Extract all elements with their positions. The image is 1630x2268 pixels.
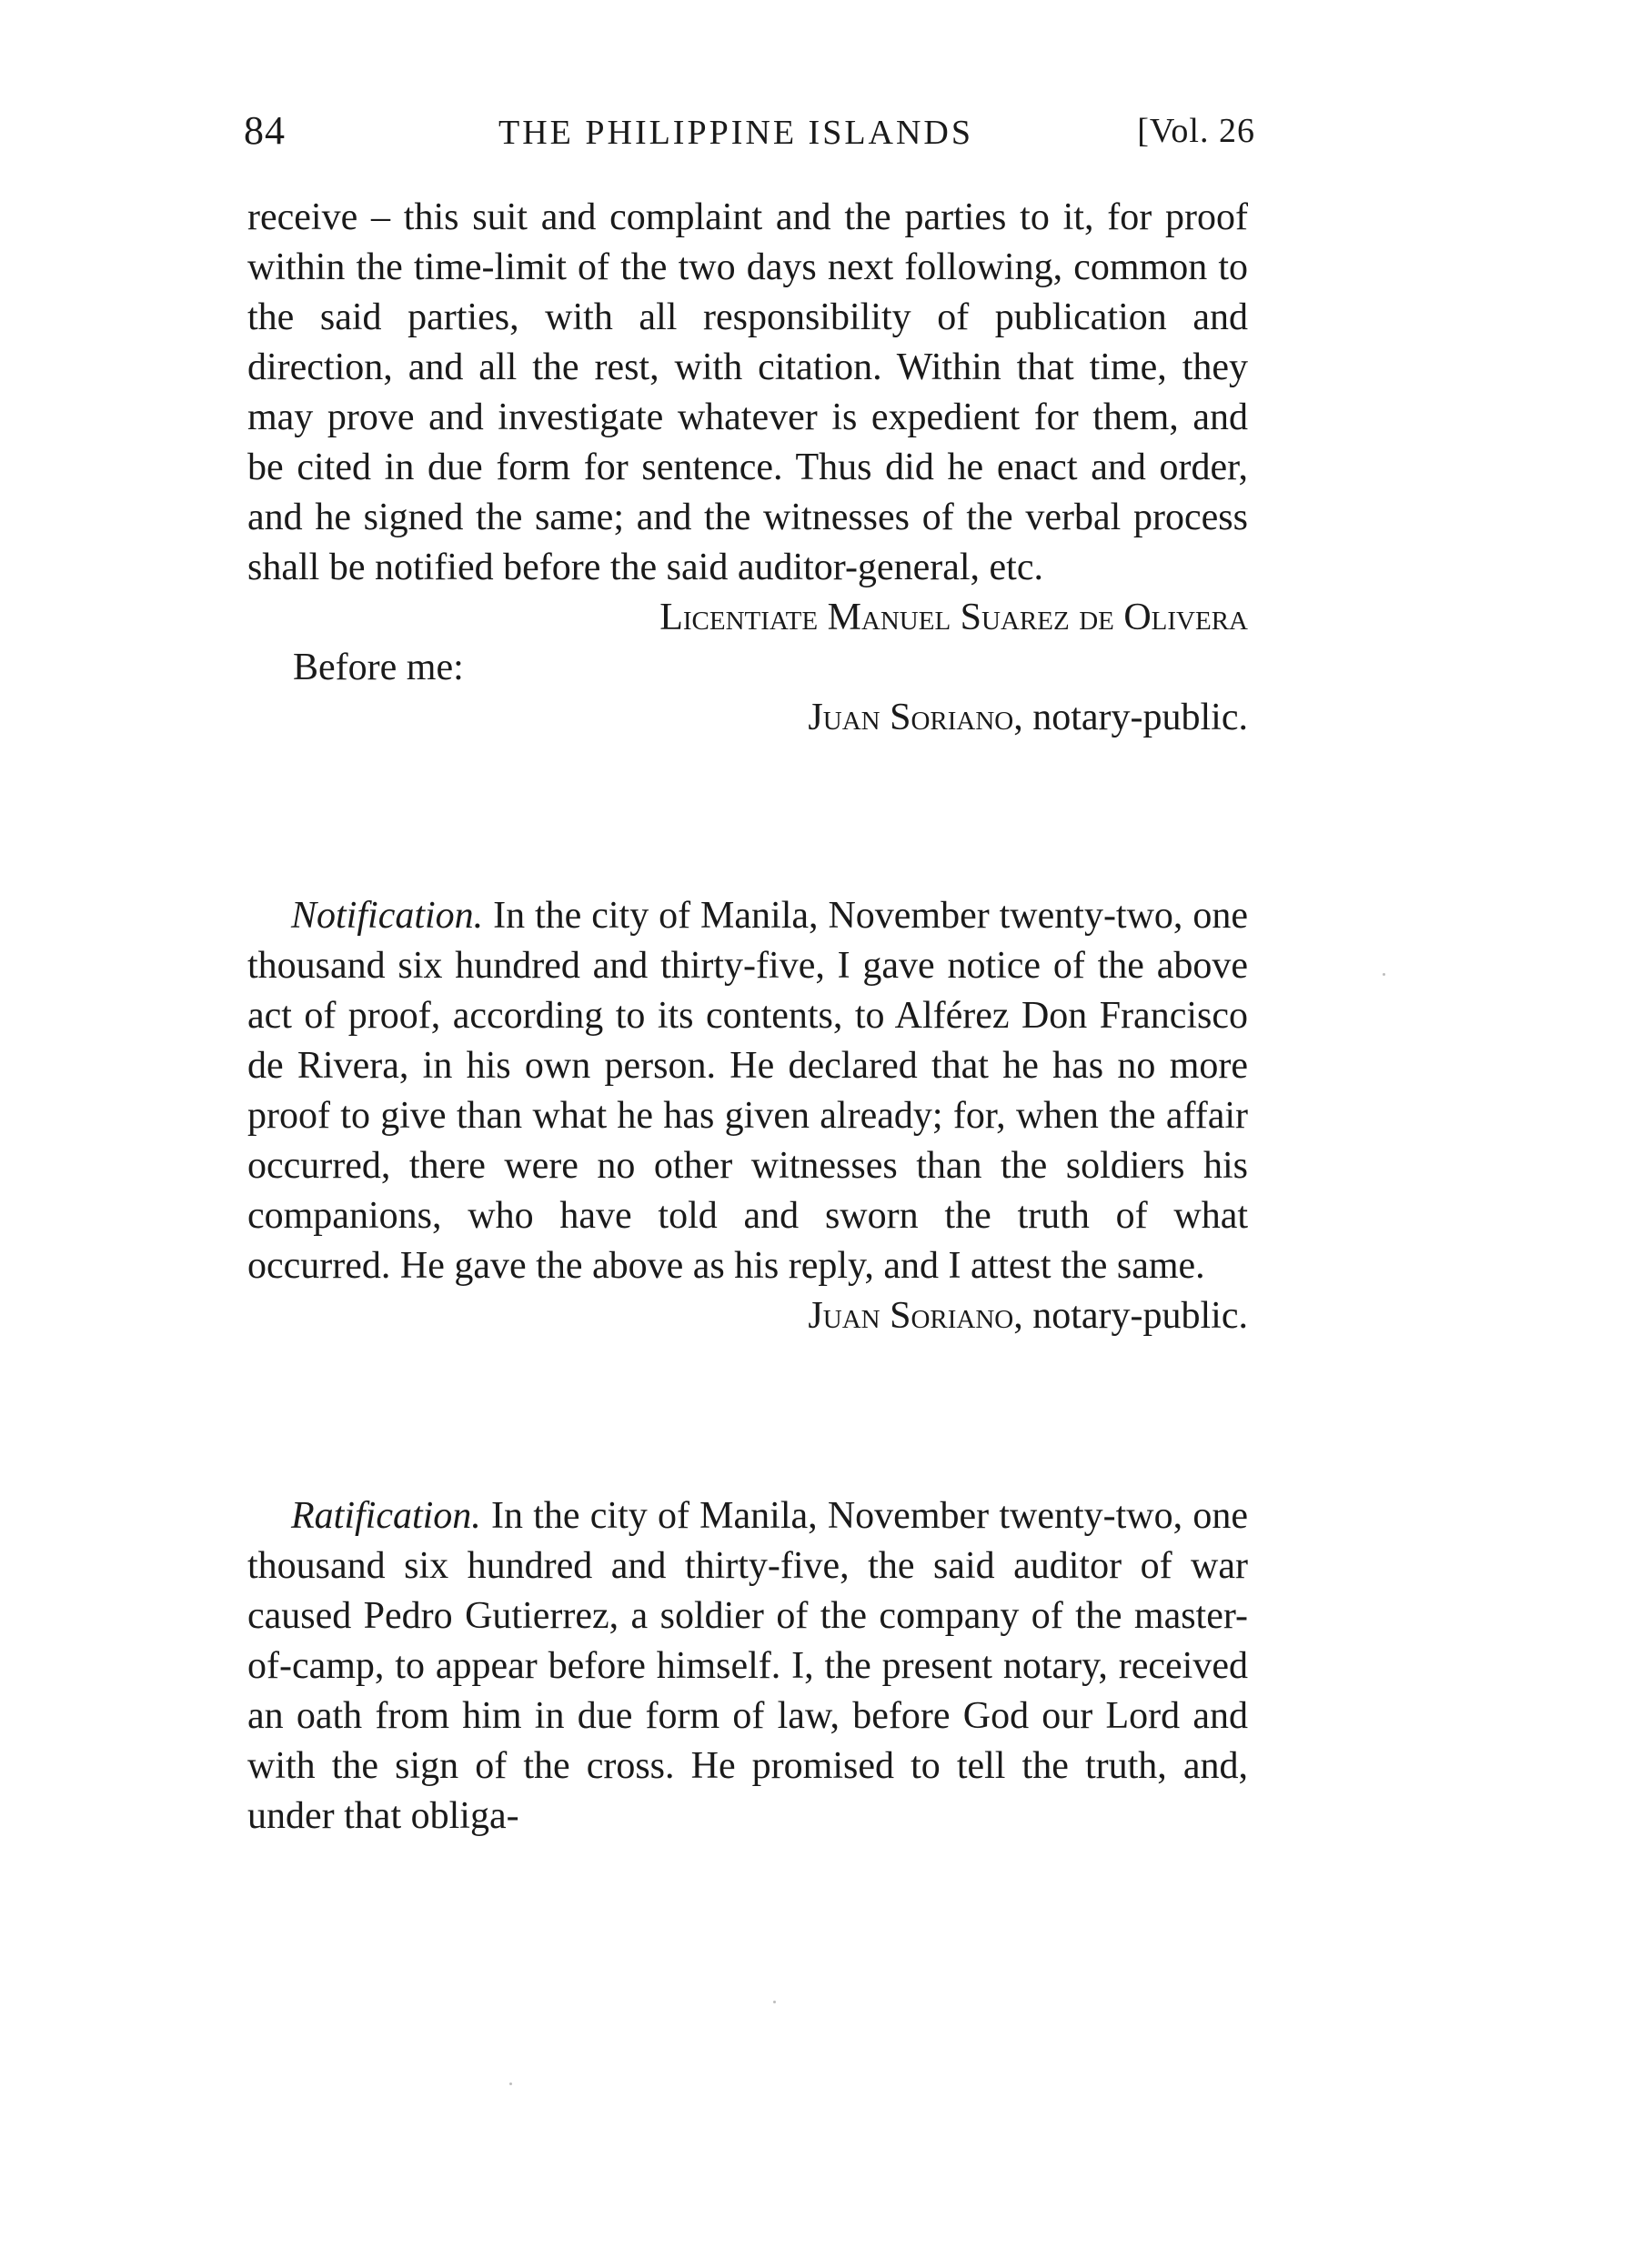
notification-text: In the city of Manila, November twenty-two, one thousand six hundred and thirty-five, I gave notice of the above act of proof, according to its contents, to Alférez Don Francisco de Rivera, in his own person. He declared that he has no more proof to give than what he has given already; for, when the affair occurred, there were no other witnesses than the soldiers his companions, who have told and sworn the truth of what occurred. He gave the above as his reply, and I attest the same. <box>247 895 1248 1287</box>
page-number: 84 <box>244 108 286 153</box>
ratification-heading: Ratification. <box>291 1495 481 1537</box>
act-of-proof-paragraph: receive – this suit and complaint and the parties to it, for proof within the time-limit of the two days next following, common to the said parties, with all responsibility of publication and direction, and all the rest, with citation. Within that time, they may prove and investigate whatever is expedient for them, and be cited in due form for sentence. Thus did he enact and order, and he signed the same; and the witnesses of the verbal process shall be notified before the said auditor-general, etc. <box>247 196 1248 588</box>
notary-title: , notary-public. <box>1013 697 1248 738</box>
ratification-section <box>247 1491 1248 1841</box>
notary-title: , notary-public. <box>1013 1295 1248 1337</box>
ratification-text: In the city of Manila, November twenty-two, one thousand six hundred and thirty-five, the said auditor of war caused Pedro Gutierrez, a soldier of the company of the master-of-camp, to appear before himself. I, the present notary, received an oath from him in due form of law, before God our Lord and with the sign of the cross. He promised to tell the truth, and, under that obliga- <box>247 1495 1248 1837</box>
paper-speck <box>1383 973 1385 976</box>
ratification-paragraph <box>247 1491 1248 1841</box>
notification-heading: Notification. <box>291 895 484 937</box>
paper-speck <box>509 2082 512 2085</box>
before-me-label: Before me: <box>293 647 464 688</box>
notary-name: Juan Soriano <box>808 1295 1014 1337</box>
auditor-signature: Licentiate Manuel Suarez de Olivera <box>659 597 1248 638</box>
notification-notary-signature <box>247 1291 1248 1341</box>
notification-paragraph <box>247 891 1248 1291</box>
page-header <box>244 107 1255 162</box>
notary-name: Juan Soriano <box>808 697 1014 738</box>
notification-section <box>247 891 1248 1341</box>
volume-label: [Vol. 26 <box>1137 112 1255 150</box>
running-title: THE PHILIPPINE ISLANDS <box>498 114 973 152</box>
paper-speck <box>773 2001 776 2003</box>
act-of-proof-section <box>247 193 1248 743</box>
notary-signature <box>247 693 1248 743</box>
